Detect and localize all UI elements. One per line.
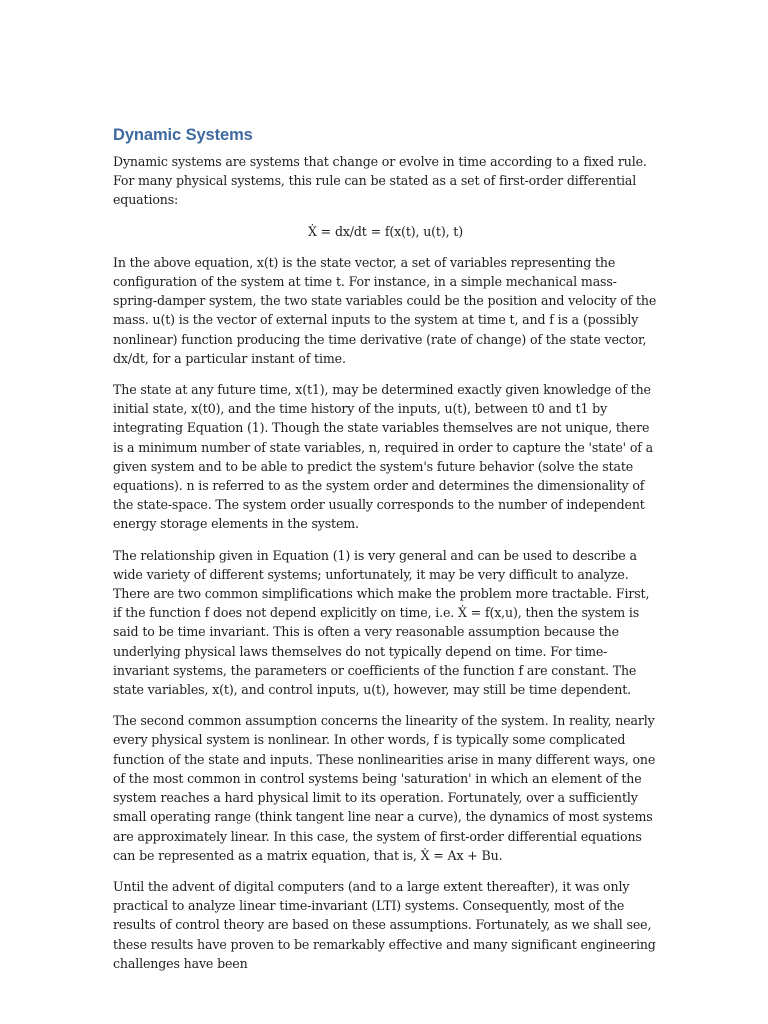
document-body xyxy=(113,124,658,985)
paragraph-lti-systems: Until the advent of digital computers (and to a large extent thereafter), it was only practical to analyze linear time-invariant (LTI) systems. Consequently, most of the results of control theory are based on these assumptions. Fortunately, as we shall see, these results have proven to be remarkably effective and many significant engineering challenges have been xyxy=(113,878,656,971)
paragraph-state-vector: In the above equation, x(t) is the state vector, a set of variables representing the configuration of the system at time t. For instance, in a simple mechanical mass-spring-damper system, the two state variables could be the position and velocity of the mass. u(t) is the vector of external inputs to the system at time t, and f is a (possibly nonlinear) function producing the time derivative (rate of change) of the state vector, dx/dt, for a particular instant of time. xyxy=(113,254,657,366)
paragraph-linearity: The second common assumption concerns the linearity of the system. In reality, nearly every physical system is nonlinear. In other words, f is typically some complicated function of the state and inputs. These nonlinearities arise in many different ways, one of the most common in control systems being 'saturation' in which an element of the system reaches a hard physical limit to its operation. Fortunately, over a sufficiently small operating range (think tangent line near a curve), the dynamics of most systems are approximately linear. In this case, the system of first-order differential equations can be represented as a matrix equation, that is, Ẋ = Ax + Bu. xyxy=(113,713,656,863)
section-heading: Dynamic Systems xyxy=(113,126,253,144)
intro-paragraph: Dynamic systems are systems that change or evolve in time according to a fixed rule. For many physical systems, this rule can be stated as a set of first-order differential equations: xyxy=(113,154,647,208)
state-equation: Ẋ = dx/dt = f(x(t), u(t), t) xyxy=(308,223,463,239)
paragraph-time-invariance: The relationship given in Equation (1) is very general and can be used to describe a wide variety of different systems; unfortunately, it may be very difficult to analyze. There are two common simplifications which make the problem more tractable. First, if the function f does not depend explicitly on time, i.e. Ẋ = f(x,u), then the system is said to be time invariant. This is often a very reasonable assumption because the underlying physical laws themselves do not typically depend on time. For time-invariant systems, the parameters or coefficients of the function f are constant. The state variables, x(t), and control inputs, u(t), however, may still be time dependent. xyxy=(113,547,650,698)
paragraph-system-order: The state at any future time, x(t1), may be determined exactly given knowledge of the initial state, x(t0), and the time history of the inputs, u(t), between t0 and t1 by integrating Equation (1). Though the state variables themselves are not unique, there is a minimum number of state variables, n, required in order to capture the 'state' of a given system and to be able to predict the system's future behavior (solve the state equations). n is referred to as the system order and determines the dimensionality of the state-space. The system order usually corresponds to the number of independent energy storage elements in the system. xyxy=(113,382,653,532)
